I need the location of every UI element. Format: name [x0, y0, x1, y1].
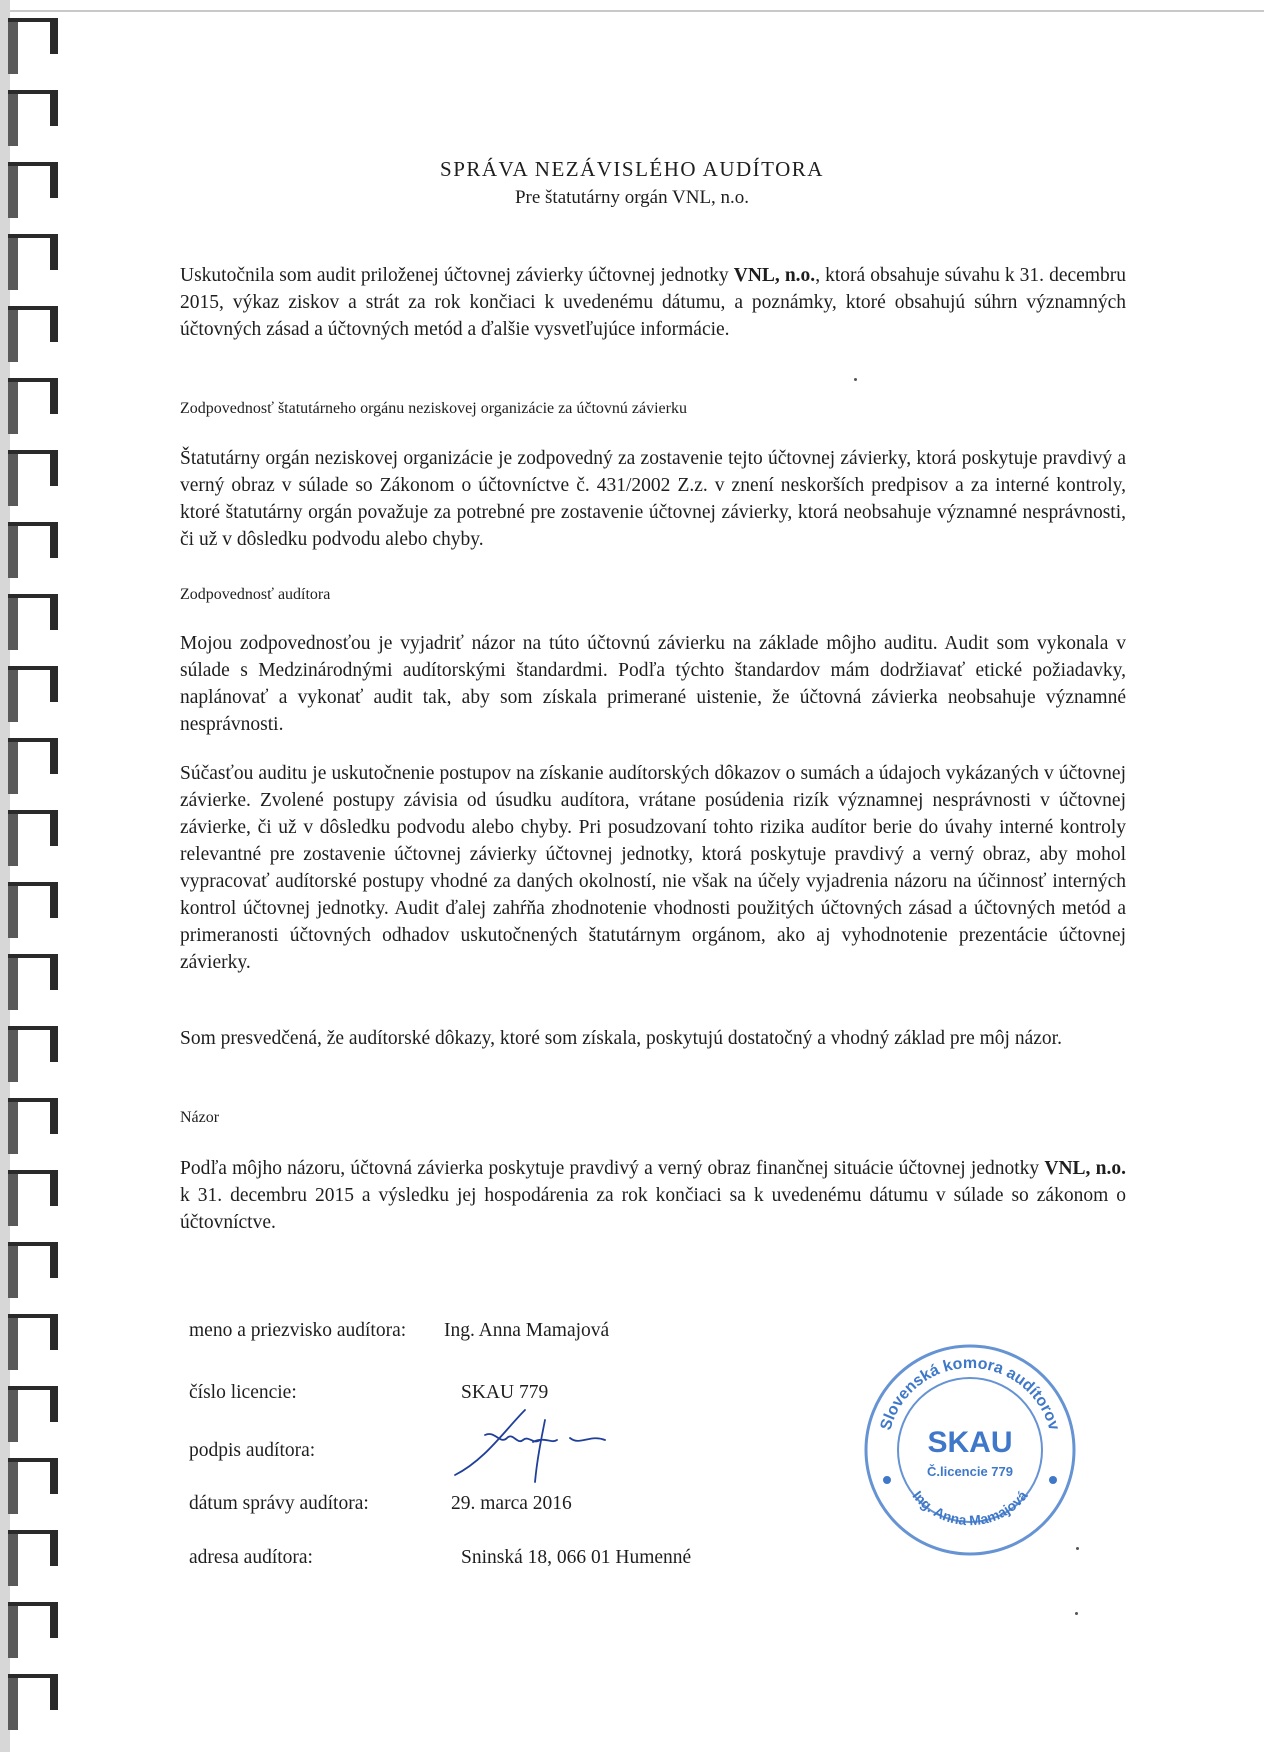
binding-ring — [8, 1314, 60, 1374]
address-value: Sninská 18, 066 01 Humenné — [461, 1547, 692, 1568]
page-top-edge — [0, 10, 1264, 12]
binding-ring — [8, 1098, 60, 1158]
binding-ring — [8, 594, 60, 654]
binding-ring — [8, 522, 60, 582]
scan-speck — [854, 378, 857, 381]
auditor-name-label: meno a priezvisko audítora: — [189, 1320, 407, 1341]
opinion-entity: VNL, n.o. — [1044, 1158, 1126, 1179]
binding-ring — [8, 378, 60, 438]
stamp-ring-text: Slovenská komora audítorov — [877, 1354, 1063, 1433]
binding-ring — [8, 1458, 60, 1518]
auditor-responsibility-paragraph: Mojou zodpovednosťou je vyjadriť názor na túto účtovnú závierku na základe môjho auditu. Audit som vykonala v súlade s Medzinárodnými audítorskými štandardmi. Podľa týchto štandardov mám dodržiavať etické požiadavky, naplánovať a vykonať audit tak, aby som získala primerané uistenie, že účtovná závierka neobsahuje významné nesprávnosti. — [180, 633, 1126, 735]
opinion-text-before: Podľa môjho názoru, účtovná závierka poskytuje pravdivý a verný obraz finančnej situácie účtovnej jednotky — [180, 1158, 1045, 1179]
report-date-value: 29. marca 2016 — [451, 1493, 572, 1514]
auditor-name-value: Ing. Anna Mamajová — [444, 1320, 610, 1341]
section-heading-opinion: Názor — [180, 1109, 220, 1126]
section-heading-statutory: Zodpovednosť štatutárneho orgánu neziskovej organizácie za účtovnú závierku — [180, 400, 687, 417]
binding-ring — [8, 306, 60, 366]
statutory-responsibility-paragraph: Štatutárny orgán neziskovej organizácie je zodpovedný za zostavenie tejto účtovnej závierky, ktorá poskytuje pravdivý a verný obraz v súlade so Zákonom o účtovníctve č. 431/2002 Z.z. v znení neskorších predpisov a za interné kontroly, ktoré štatutárny orgán považuje za potrebné pre zostavenie účtovnej závierky, ktorá neobsahuje významné nesprávnosti, či už v dôsledku podvodu alebo chyby. — [180, 448, 1126, 550]
section-heading-auditor: Zodpovednosť audítora — [180, 586, 331, 603]
stamp-bottom-text: Ing. Anna Mamajová — [909, 1487, 1031, 1529]
binding-ring — [8, 18, 60, 78]
stamp-center-text: SKAU — [927, 1426, 1013, 1459]
binding-ring — [8, 954, 60, 1014]
intro-paragraph — [180, 262, 1126, 343]
license-value: SKAU 779 — [461, 1382, 549, 1403]
report-date-label: dátum správy audítora: — [189, 1493, 369, 1514]
binding-ring — [8, 738, 60, 798]
binding-ring — [8, 1602, 60, 1662]
binding-ring — [8, 1170, 60, 1230]
opinion-paragraph — [180, 1155, 1126, 1236]
auditor-stamp — [860, 1340, 1080, 1560]
document-title: SPRÁVA NEZÁVISLÉHO AUDÍTORA — [440, 157, 824, 181]
binding-ring — [8, 1242, 60, 1302]
binding-ring — [8, 1674, 60, 1734]
binding-ring — [8, 666, 60, 726]
scan-speck — [1075, 1612, 1078, 1615]
opinion-text-after: k 31. decembru 2015 a výsledku jej hospodárenia za rok končiaci sa k uvedenému dátumu v súlade so zákonom o účtovníctve. — [180, 1185, 1126, 1233]
binding-ring — [8, 882, 60, 942]
intro-entity: VNL, n.o. — [733, 265, 816, 286]
binding-ring — [8, 450, 60, 510]
audit-procedures-paragraph: Súčasťou auditu je uskutočnenie postupov na získanie audítorských dôkazov o sumách a údajoch vykázaných v účtovnej závierke. Zvolené postupy závisia od úsudku audítora, vrátane posúdenia rizík významnej nesprávnosti v účtovnej závierke, či už v dôsledku podvodu alebo chyby. Pri posudzovaní tohto rizika audítor berie do úvahy interné kontroly relevantné pre zostavenie účtovnej závierky účtovnej jednotky, ktorá poskytuje pravdivý a verný obraz, aby mohol vypracovať audítorské postupy vhodné za daných okolností, nie však na účely vyjadrenia názoru na účinnosť interných kontrol účtovnej jednotky. Audit ďalej zahŕňa zhodnotenie vhodnosti použitých účtovných zásad a účtovných metód a primeranosti účtovných odhadov uskutočnených štatutárnym orgánom, ako aj vyhodnotenie prezentácie účtovnej závierky. — [180, 763, 1126, 973]
document-subtitle: Pre štatutárny orgán VNL, n.o. — [514, 187, 750, 208]
binding-ring — [8, 1386, 60, 1446]
scan-speck — [1076, 1547, 1079, 1550]
audit-evidence-paragraph: Som presvedčená, že audítorské dôkazy, ktoré som získala, poskytujú dostatočný a vhodný základ pre môj názor. — [180, 1028, 1062, 1049]
license-label: číslo licencie: — [189, 1382, 297, 1403]
binding-ring — [8, 90, 60, 150]
handwritten-signature — [445, 1400, 645, 1500]
binding-ring — [8, 1530, 60, 1590]
address-label: adresa audítora: — [189, 1547, 313, 1568]
binding-ring — [8, 234, 60, 294]
intro-text-after: , ktorá obsahuje súvahu k 31. decembru 2015, výkaz ziskov a strát za rok končiaci k uvedenému dátumu, a poznámky, ktoré obsahujú súhrn významných účtovných zásad a účtovných metód a ďalšie vysvetľujúce informácie. — [180, 265, 1126, 340]
comb-binding — [0, 0, 72, 1752]
binding-ring — [8, 1026, 60, 1086]
intro-text-before: Uskutočnila som audit priloženej účtovnej závierky účtovnej jednotky — [180, 265, 734, 286]
signature-label: podpis audítora: — [189, 1440, 316, 1461]
binding-ring — [8, 810, 60, 870]
stamp-license-text: Č.licencie 779 — [927, 1464, 1013, 1479]
